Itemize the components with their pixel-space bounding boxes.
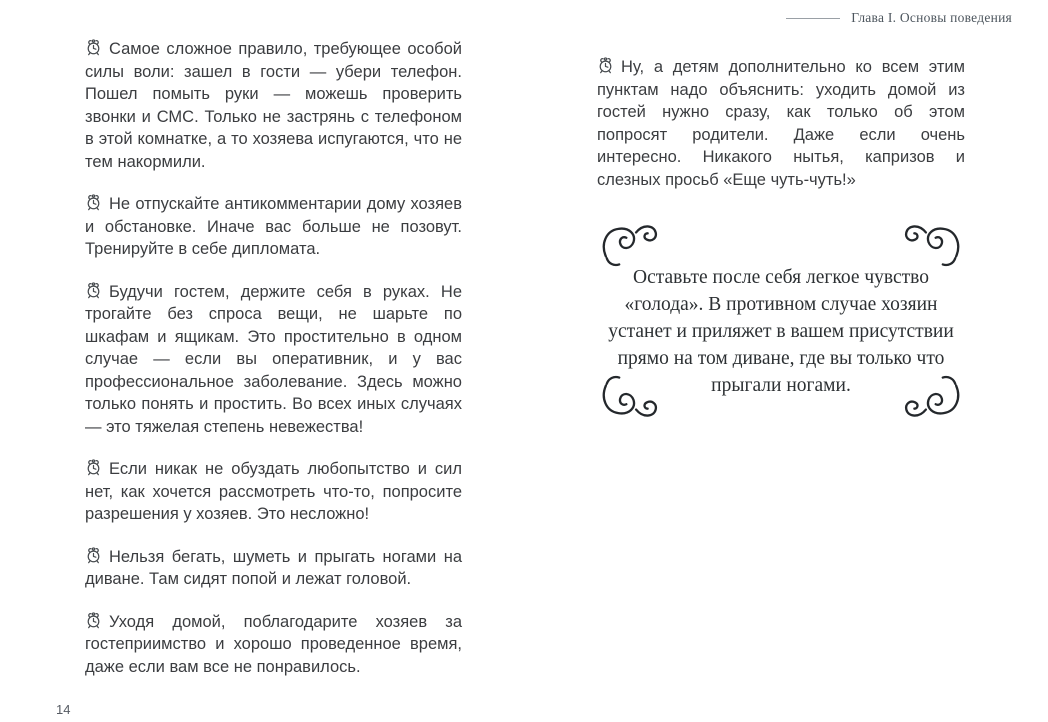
alarm-clock-icon xyxy=(85,193,109,216)
paragraph-text: Уходя домой, поблагодарите хозяев за гостеприимство и хорошо проведенное время, даже если вам все не понравилось. xyxy=(85,612,462,676)
right-page-column xyxy=(597,56,965,211)
calligraphic-flourish-icon xyxy=(597,372,661,424)
paragraph-text: Будучи гостем, держите себя в руках. Не трогайте без спроса вещи, не шарьте по шкафам и ящикам. Это простительно в одном случае — если вы оперативник, и у вас профессиональное заболевание. Здесь можно только понять и простить. Во всех иных случаях — это тяжелая степень невежества! xyxy=(85,282,462,436)
callout-block xyxy=(597,218,965,424)
calligraphic-flourish-icon xyxy=(901,372,965,424)
alarm-clock-icon xyxy=(85,281,109,304)
paragraph xyxy=(85,458,462,526)
paragraph-text: Не отпускайте антикомментарии дому хозяев и обстановке. Иначе вас больше не позовут. Тренируйте в себе дипломата. xyxy=(85,195,462,258)
callout-text: Оставьте после себя легкое чувство «голода». В противном случае хозяин устанет и приляжет в вашем присутствии прямо на том диване, где вы только что прыгали ногами. xyxy=(608,267,954,396)
alarm-clock-icon xyxy=(85,611,109,634)
paragraph xyxy=(85,38,462,173)
alarm-clock-icon xyxy=(597,56,621,79)
paragraph xyxy=(85,193,462,261)
alarm-clock-icon xyxy=(85,546,109,569)
alarm-clock-icon xyxy=(85,458,109,481)
calligraphic-flourish-icon xyxy=(901,218,965,270)
paragraph-text: Ну, а детям дополнительно ко всем этим пунктам надо объяснить: уходить домой из гостей нужно сразу, как только об этом попросят родители. Даже если очень интересно. Никакого нытья, капризов и слезных просьб «Еще чуть-чуть!» xyxy=(597,58,965,189)
paragraph-text: Если никак не обуздать любопытство и сил нет, как хочется рассмотреть что-то, попросите разрешения у хозяев. Это несложно! xyxy=(85,460,462,523)
paragraph xyxy=(85,611,462,679)
running-head xyxy=(786,10,1012,26)
paragraph xyxy=(597,56,965,191)
left-page-column xyxy=(85,38,462,698)
alarm-clock-icon xyxy=(85,38,109,61)
paragraph xyxy=(85,281,462,439)
page-number-clip xyxy=(56,701,71,717)
page-number: 14 xyxy=(56,702,71,717)
paragraph-text: Самое сложное правило, требующее особой силы воли: зашел в гости — убери телефон. Пошел помыть руки — можешь проверить звонки и СМС. Только не застрянь с телефоном в этой комнатке, а то хозяева испугаются, что не тем накормили. xyxy=(85,40,462,171)
header-rule xyxy=(786,18,840,19)
paragraph-text: Нельзя бегать, шуметь и прыгать ногами на диване. Там сидят попой и лежат головой. xyxy=(85,547,462,588)
paragraph xyxy=(85,546,462,591)
chapter-title: Глава I. Основы поведения xyxy=(851,10,1012,25)
calligraphic-flourish-icon xyxy=(597,218,661,270)
